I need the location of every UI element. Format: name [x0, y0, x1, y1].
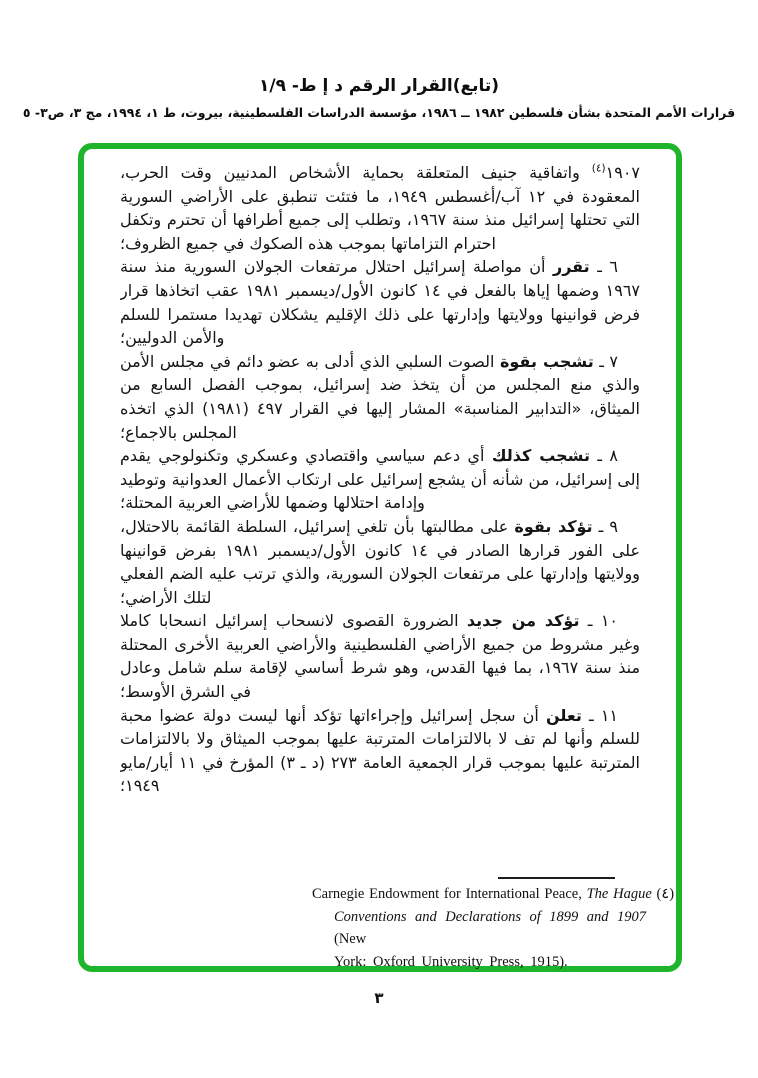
resolution-paragraph-8	[120, 444, 640, 515]
paragraph-text: أن مواصلة إسرائيل احتلال مرتفعات الجولان السورية منذ سنة ١٩٦٧ وضمها إياها بالفعل في ١٤ كانون الأول/ديسمبر ١٩٨١ عقب اتخاذها قرار فرض قوانينها وولايتها وإدارتها على ذلك الإقليم يشكلان تهديدا مستمرا للسلم والأمن الدوليين؛	[120, 257, 640, 348]
year-text: ١٩٠٧	[605, 163, 640, 182]
footnote-text: York: Oxford University Press, 1915).	[334, 953, 568, 970]
resolution-paragraph-10	[120, 609, 640, 703]
paragraph-lead-verb: تؤكد من جديد	[466, 611, 580, 631]
paragraph-number: ١١ ـ	[589, 705, 618, 725]
paragraph-number: ٨ ـ	[597, 446, 618, 466]
footnote-block	[312, 883, 674, 973]
paragraph-text: الصوت السلبي الذي أدلى به عضو دائم في مجلس الأمن والذي منع المجلس من أن يتخذ ضد إسرائيل، بموجب الفصل السابع من الميثاق، «التدابير المناسبة» المشار إليها في القرار ٤٩٧ (١٩٨١) الذي اتخذه المجلس بالاجماع؛	[120, 351, 640, 442]
footnote-line-1	[312, 883, 674, 906]
resolution-header-title: (تابع)القرار الرقم د إ ط- ١/٩	[258, 76, 499, 96]
footnote-line-2	[312, 906, 674, 951]
paragraph-lead-verb: تقرر	[553, 257, 590, 277]
paragraph-number: ١٠ ـ	[587, 611, 619, 631]
footnote-reference-marker: (٤)	[591, 162, 606, 175]
resolution-paragraph-7	[120, 350, 640, 444]
page-number: ٣	[374, 989, 384, 1007]
paragraph-lead-verb: تؤكد بقوة	[514, 516, 593, 536]
footnote-text: (New	[334, 931, 367, 947]
resolution-body-text	[120, 161, 640, 798]
footnote-title-italic: Conventions and Declarations of 1899 and 1907	[334, 908, 646, 925]
paragraph-continuation	[120, 161, 640, 255]
paragraph-lead-verb: تشجب كذلك	[491, 446, 590, 466]
paragraph-lead-verb: تعلن	[545, 705, 582, 725]
footnote-text: Carnegie Endowment for International Peace,	[312, 886, 582, 902]
paragraph-number: ٦ ـ	[597, 257, 618, 277]
paragraph-number: ٧ ـ	[599, 351, 619, 371]
paragraph-text: على مطالبتها بأن تلغي إسرائيل، السلطة القائمة بالاحتلال، على الفور قرارها الصادر في ١٤ كانون الأول/ديسمبر ١٩٨١ بفرض قوانينها وولايتها وإدارتها على مرتفعات الجولان السورية، والذي ترتب عليه الضم الفعلي لتلك الأراضي؛	[120, 516, 640, 607]
paragraph-text: الضرورة القصوى لانسحاب إسرائيل انسحابا كاملا وغير مشروط من جميع الأراضي الفلسطينية والأراضي العربية الأخرى المحتلة منذ سنة ١٩٦٧، بما فيها القدس، وهو شرط أساسي لإقامة سلم شامل وعادل في الشرق الأوسط؛	[120, 611, 640, 702]
paragraph-text: واتفاقية جنيف المتعلقة بحماية الأشخاص المدنيين وقت الحرب، المعقودة في ١٢ آب/أغسطس ١٩٤٩، ما فتئت تنطبق على الأراضي السورية التي تحتلها إسرائيل منذ سنة ١٩٦٧، وتطلب إلى جميع أطرافها أن تحترم وتكفل احترام التزاماتها بموجب هذه الصكوك في جميع الظروف؛	[120, 163, 640, 253]
footnote-title-italic: The Hague	[586, 886, 652, 902]
paragraph-text: أي دعم سياسي واقتصادي وعسكري وتكنولوجي يقدم إلى إسرائيل، من شأنه أن يشجع إسرائيل على ارتكاب الأعمال العدوانية وتوطيد وإدامة احتلالها وضمها للأراضي العربية المحتلة؛	[120, 446, 640, 513]
resolution-paragraph-11	[120, 704, 640, 798]
source-citation-line: قرارات الأمم المتحدة بشأن فلسطين ١٩٨٢ ــ ١٩٨٦، مؤسسة الدراسات الفلسطينية، بيروت، ط ١، ١٩٩٤، مج ٣، ص٣- ٥	[22, 105, 736, 120]
resolution-paragraph-6	[120, 255, 640, 349]
footnote-line-3	[312, 951, 674, 974]
paragraph-number: ٩ ـ	[598, 516, 618, 536]
resolution-paragraph-9	[120, 515, 640, 609]
paragraph-text: أن سجل إسرائيل وإجراءاتها تؤكد أنها ليست دولة عضوا محبة للسلم وأنها لم تف لا بالالتزامات المترتبة عليها بموجب الميثاق ولا بالالتزامات المترتبة عليها بموجب قرار الجمعية العامة ٢٧٣ (د ـ ٣) المؤرخ في ١١ أيار/مايو ١٩٤٩؛	[120, 705, 640, 796]
footnote-separator-rule	[498, 877, 615, 879]
paragraph-lead-verb: تشجب بقوة	[499, 351, 594, 371]
footnote-number-marker: (٤)	[656, 886, 675, 902]
